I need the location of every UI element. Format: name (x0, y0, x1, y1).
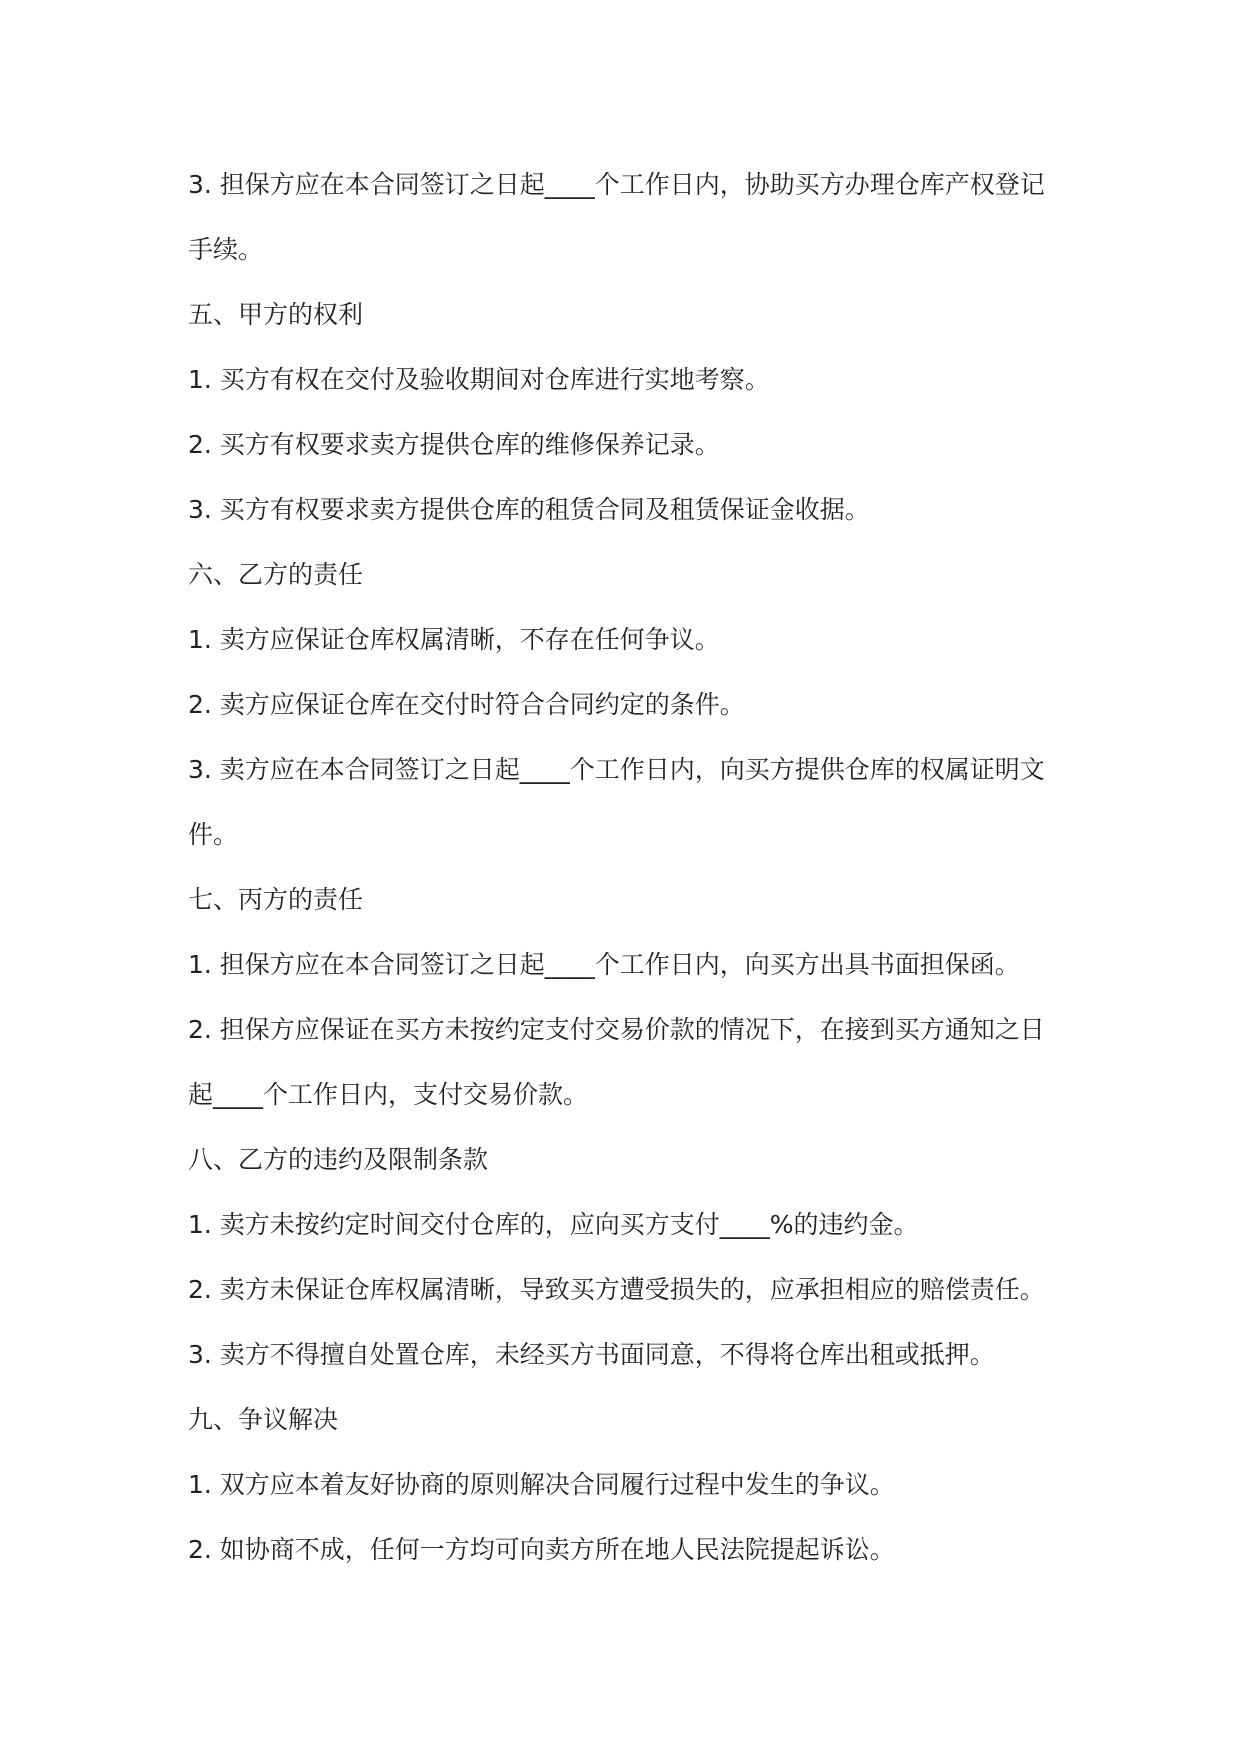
section-heading: 七、丙方的责任 (188, 885, 364, 914)
clause-item: 1. 卖方应保证仓库权属清晰，不存在任何争议。 (188, 625, 720, 654)
clause-item: 2. 买方有权要求卖方提供仓库的维修保养记录。 (188, 430, 720, 459)
clause-item: 1. 卖方未按约定时间交付仓库的，应向买方支付____%的违约金。 (188, 1210, 919, 1239)
section-heading: 五、甲方的权利 (188, 300, 364, 329)
clause-item: 1. 买方有权在交付及验收期间对仓库进行实地考察。 (188, 365, 770, 394)
clause-item: 2. 如协商不成，任何一方均可向卖方所在地人民法院提起诉讼。 (188, 1535, 895, 1564)
clause-item: 3. 担保方应在本合同签订之日起____个工作日内，协助买方办理仓库产权登记手续。 (188, 170, 1045, 264)
clause-item: 3. 卖方应在本合同签订之日起____个工作日内，向买方提供仓库的权属证明文件。 (188, 755, 1045, 849)
clause-item: 2. 卖方应保证仓库在交付时符合合同约定的条件。 (188, 690, 745, 719)
clause-item: 2. 卖方未保证仓库权属清晰，导致买方遭受损失的，应承担相应的赔偿责任。 (188, 1275, 1045, 1304)
clause-item: 2. 担保方应保证在买方未按约定支付交易价款的情况下，在接到买方通知之日起____个工作日内，支付交易价款。 (188, 1015, 1045, 1109)
section-heading: 八、乙方的违约及限制条款 (188, 1145, 489, 1174)
clause-item: 1. 双方应本着友好协商的原则解决合同履行过程中发生的争议。 (188, 1470, 895, 1499)
document-body (188, 152, 1058, 1582)
clause-item: 1. 担保方应在本合同签订之日起____个工作日内，向买方出具书面担保函。 (188, 950, 1020, 979)
section-heading: 六、乙方的责任 (188, 560, 364, 589)
clause-item: 3. 卖方不得擅自处置仓库，未经买方书面同意，不得将仓库出租或抵押。 (188, 1340, 995, 1369)
clause-item: 3. 买方有权要求卖方提供仓库的租赁合同及租赁保证金收据。 (188, 495, 870, 524)
section-heading: 九、争议解决 (188, 1405, 339, 1434)
